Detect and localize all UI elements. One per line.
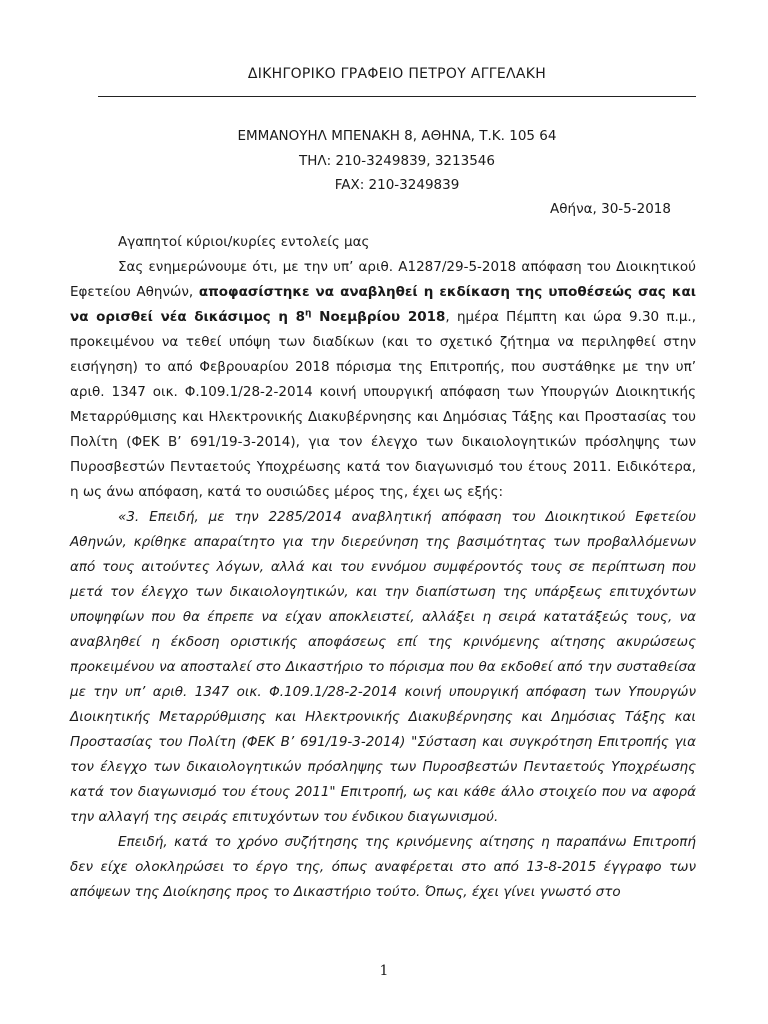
greeting: Αγαπητοί κύριοι/κυρίες εντολείς μας — [118, 234, 370, 250]
fax-line: FAX: 210-3249839 — [334, 177, 460, 193]
phone-line: ΤΗΛ: 210-3249839, 3213546 — [299, 152, 495, 169]
paragraph-1 — [70, 255, 696, 505]
page-number: 1 — [379, 963, 389, 979]
paragraph-1-bold-a: αποφασίστηκε να αναβληθεί η εκδίκαση της υποθέσεώς σας και να ορισθεί νέα δικάσιμος η 8 — [70, 284, 696, 325]
address-line: ΕΜΜΑΝΟΥΗΛ ΜΠΕΝΑΚΗ 8, ΑΘΗΝΑ, Τ.Κ. 105 64 — [237, 128, 557, 144]
firm-name: ΔΙΚΗΓΟΡΙΚΟ ΓΡΑΦΕΙΟ ΠΕΤΡΟΥ ΑΓΓΕΛΑΚΗ — [247, 66, 547, 82]
letter-body — [70, 230, 696, 905]
letter-date: Αθήνα, 30-5-2018 — [550, 201, 671, 217]
contact-block — [98, 124, 696, 198]
paragraph-1-rest: , ημέρα Πέμπτη και ώρα 9.30 π.μ., προκειμένου να τεθεί υπόψη των διαδίκων (και το σχετικό ζήτημα να περιληφθεί στην εισήγηση) το από Φεβρουαρίου 2018 πόρισμα της Επιτροπής, που συστάθηκε με την υπ’ αριθ. 1347 οικ. Φ.109.1/28-2-2014 κοινή υπουργική απόφαση των Υπουργών Διοικητικής Μεταρρύθμισης και Ηλεκτρονικής Διακυβέρνησης και Δημόσιας Τάξης και Προστασίας του Πολίτη (ΦΕΚ Β’ 691/19-3-2014), για τον έλεγχο των δικαιολογητικών πρόσληψης των Πυροσβεστών Πενταετούς Υποχρέωσης κατά τον διαγωνισμό του έτους 2011. Ειδικότερα, η ως άνω απόφαση, κατά το ουσιώδες μέρος της, έχει ως εξής: — [70, 309, 696, 500]
paragraph-1-bold-b: Νοεμβρίου 2018 — [311, 309, 446, 325]
quote-paragraph-1: «3. Επειδή, με την 2285/2014 αναβλητική απόφαση του Διοικητικού Εφετείου Αθηνών, κρίθηκε απαραίτητο για την διερεύνηση της βασιμότητας των προβαλλόμενων από τους αιτούντες λόγων, αλλά και του εννόμου συμφέροντός τους σε περίπτωση που μετά τον έλεγχο των δικαιολογητικών, και την διαπίστωση της υπάρξεως επιτυχόντων υποψηφίων που θα έπρεπε να είχαν αποκλειστεί, αλλάξει η σειρά κατατάξεώς τους, να αναβληθεί η έκδοση οριστικής αποφάσεως επί της κρινόμενης αίτησης ακυρώσεως προκειμένου να αποσταλεί στο Δικαστήριο το πόρισμα που θα εκδοθεί από την συσταθείσα με την υπ’ αριθ. 1347 οικ. Φ.109.1/28-2-2014 κοινή υπουργική απόφαση των Υπουργών Διοικητικής Μεταρρύθμισης και Ηλεκτρονικής Διακυβέρνησης και Δημόσιας Τάξης και Προστασίας του Πολίτη (ΦΕΚ Β’ 691/19-3-2014) "Σύσταση και συγκρότηση Επιτροπής για τον έλεγχο των δικαιολογητικών πρόσληψης των Πυροσβεστών Πενταετούς Υποχρέωσης κατά τον διαγωνισμό του έτους 2011" Επιτροπή, ως και κάθε άλλο στοιχείο που να αφορά την αλλαγή της σειράς επιτυχόντων του ένδικου διαγωνισμού. — [70, 509, 696, 825]
paragraph-1-start: Σας ενημερώνουμε ότι, με την υπ’ αριθ. Α1287/29-5-2018 απόφαση του Διοικητικού Εφετείου Αθηνών, — [70, 259, 696, 300]
paragraph-1-bold-sup: η — [305, 308, 312, 319]
quote-paragraph-2: Επειδή, κατά το χρόνο συζήτησης της κρινόμενης αίτησης η παραπάνω Επιτροπή δεν είχε ολοκληρώσει το έργο της, όπως αναφέρεται στο από 13-8-2015 έγγραφο των απόψεων της Διοίκησης προς το Δικαστήριο τούτο. Όπως, έχει γίνει γνωστό στο — [70, 834, 696, 900]
header-rule — [98, 96, 696, 97]
